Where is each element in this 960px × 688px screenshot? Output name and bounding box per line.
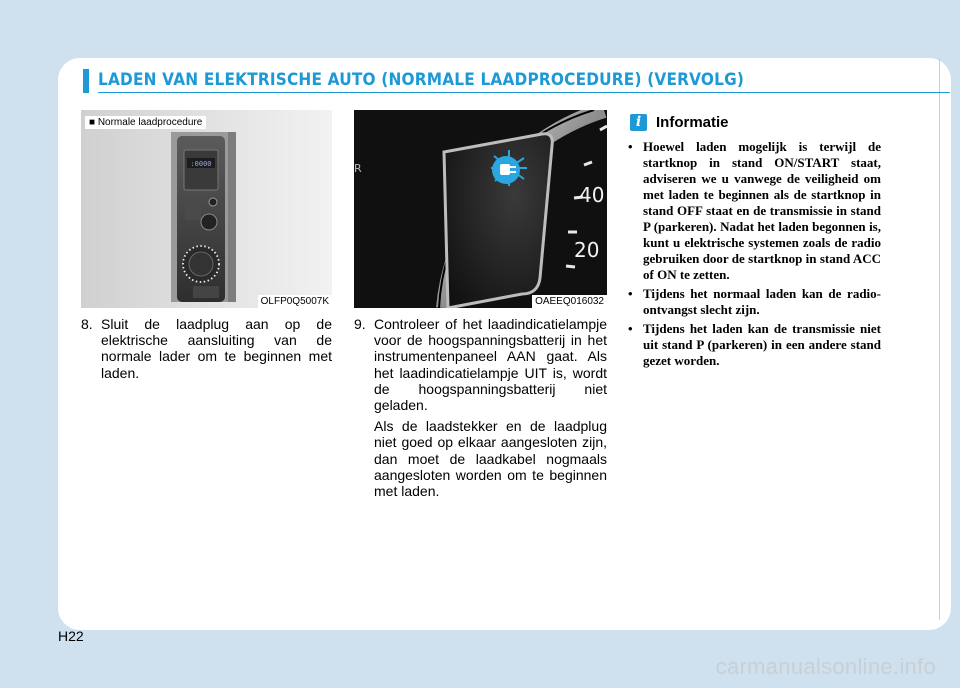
step-number: 9. <box>354 316 366 332</box>
info-list <box>626 139 881 372</box>
svg-text::0000: :0000 <box>190 160 212 168</box>
watermark: carmanualsonline.info <box>715 654 936 679</box>
instrument-cluster-illustration <box>354 110 607 308</box>
info-item: • Tijdens het laden kan de transmissie niet uit stand P (parkeren) in een andere stand gezet worden. <box>626 321 881 369</box>
instrument-cluster-figure <box>354 110 607 308</box>
info-header <box>630 114 729 131</box>
step-8 <box>81 316 332 386</box>
step-9 <box>354 316 607 504</box>
step-number: 8. <box>81 316 93 332</box>
figure-caption: ■ Normale laadprocedure <box>85 116 206 129</box>
charging-port-illustration <box>81 110 332 308</box>
figure-code: OLFP0Q5007K <box>258 295 332 308</box>
title-accent-bar <box>83 69 89 93</box>
figure-code: OAEEQ016032 <box>532 295 607 308</box>
charging-port-figure <box>81 110 332 308</box>
title-underline <box>98 92 950 93</box>
step-text: Controleer of het laadindicatielampje voor de hoogspanningsbatterij in het instrumentenpaneel AAN gaat. Als het laadindicatielampje UIT is, wordt de hoogspanningsbatterij niet geladen. <box>374 316 607 414</box>
speed-label-20: 20 <box>574 238 600 262</box>
page-title: LADEN VAN ELEKTRISCHE AUTO (NORMALE LAADPROCEDURE) (VERVOLG) <box>98 70 745 89</box>
info-item: • Hoewel laden mogelijk is terwijl de startknop in stand ON/START staat, adviseren we u vanwege de veiligheid om met laden te beginnen als de startknop in stand OFF staat en de transmissie in stand P (parkeren). Nadat het laden begonnen is, kunt u elektrische systemen zoals de radio gebruiken door de startknop in stand ACC of ON te zetten. <box>626 139 881 283</box>
speed-label-40: 40 <box>579 183 605 207</box>
right-margin-rule <box>939 58 940 620</box>
step-text-continued: Als de laadstekker en de laadplug niet goed op elkaar aangesloten zijn, dan moet de laadkabel nogmaals aangesloten worden om te beginnen met laden. <box>374 418 607 500</box>
gear-letter: R <box>354 162 362 175</box>
info-item: • Tijdens het normaal laden kan de radio-ontvangst slecht zijn. <box>626 286 881 318</box>
info-icon: i <box>630 114 647 131</box>
page-number: H22 <box>58 628 84 644</box>
step-text: Sluit de laadplug aan op de elektrische aansluiting van de normale lader om te beginnen met laden. <box>101 316 332 381</box>
info-title: Informatie <box>656 114 729 131</box>
